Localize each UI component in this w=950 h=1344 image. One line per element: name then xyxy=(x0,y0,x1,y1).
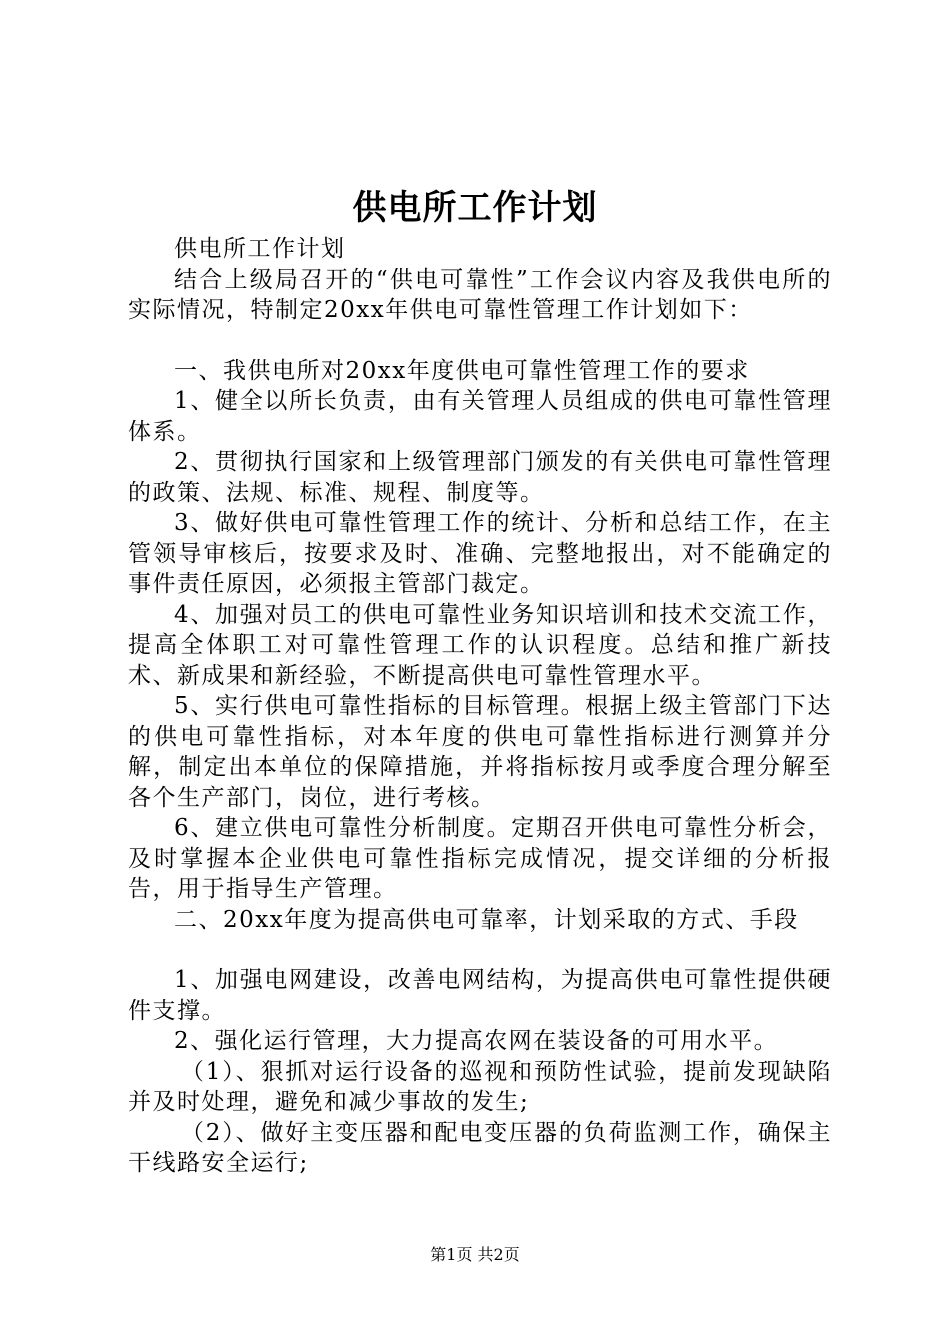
paragraph-sub-1: （1）、狠抓对运行设备的巡视和预防性试验，提前发现缺陷并及时处理，避免和减少事故的发生; xyxy=(128,1058,832,1115)
paragraph-item-1: 1、健全以所长负责，由有关管理人员组成的供电可靠性管理体系。 xyxy=(128,388,832,445)
paragraph-intro: 结合上级局召开的“供电可靠性”工作会议内容及我供电所的实际情况，特制定20xx年供电可靠性管理工作计划如下： xyxy=(128,266,832,323)
paragraph-item-3: 3、做好供电可靠性管理工作的统计、分析和总结工作，在主管领导审核后，按要求及时、准确、完整地报出，对不能确定的事件责任原因，必须报主管部门裁定。 xyxy=(128,510,832,597)
paragraph-item-4: 4、加强对员工的供电可靠性业务知识培训和技术交流工作，提高全体职工对可靠性管理工作的认识程度。总结和推广新技术、新成果和新经验，不断提高供电可靠性管理水平。 xyxy=(128,601,832,689)
section-heading-1: 一、我供电所对20xx年度供电可靠性管理工作的要求 xyxy=(174,357,750,384)
paragraph-heading-repeat: 供电所工作计划 xyxy=(174,236,346,262)
paragraph-measure-2: 2、强化运行管理，大力提高农网在装设备的可用水平。 xyxy=(174,1028,779,1054)
document-body xyxy=(128,234,832,1179)
paragraph-item-6: 6、建立供电可靠性分析制度。定期召开供电可靠性分析会，及时掌握本企业供电可靠性指标完成情况，提交详细的分析报告，用于指导生产管理。 xyxy=(128,815,832,902)
section-heading-2: 二、20xx年度为提高供电可靠率，计划采取的方式、手段 xyxy=(174,906,799,933)
paragraph-sub-2: （2）、做好主变压器和配电变压器的负荷监测工作，确保主干线路安全运行; xyxy=(128,1119,832,1176)
paragraph-item-2: 2、贯彻执行国家和上级管理部门颁发的有关供电可靠性管理的政策、法规、标准、规程、制度等。 xyxy=(128,449,832,506)
paragraph-measure-1: 1、加强电网建设，改善电网结构，为提高供电可靠性提供硬件支撑。 xyxy=(128,967,832,1024)
page-number: 第1页 共2页 xyxy=(430,1245,520,1264)
document-title: 供电所工作计划 xyxy=(352,188,598,228)
paragraph-item-5: 5、实行供电可靠性指标的目标管理。根据上级主管部门下达的供电可靠性指标，对本年度的供电可靠性指标进行测算并分解，制定出本单位的保障措施，并将指标按月或季度合理分解至各个生产部门，岗位，进行考核。 xyxy=(128,693,832,811)
